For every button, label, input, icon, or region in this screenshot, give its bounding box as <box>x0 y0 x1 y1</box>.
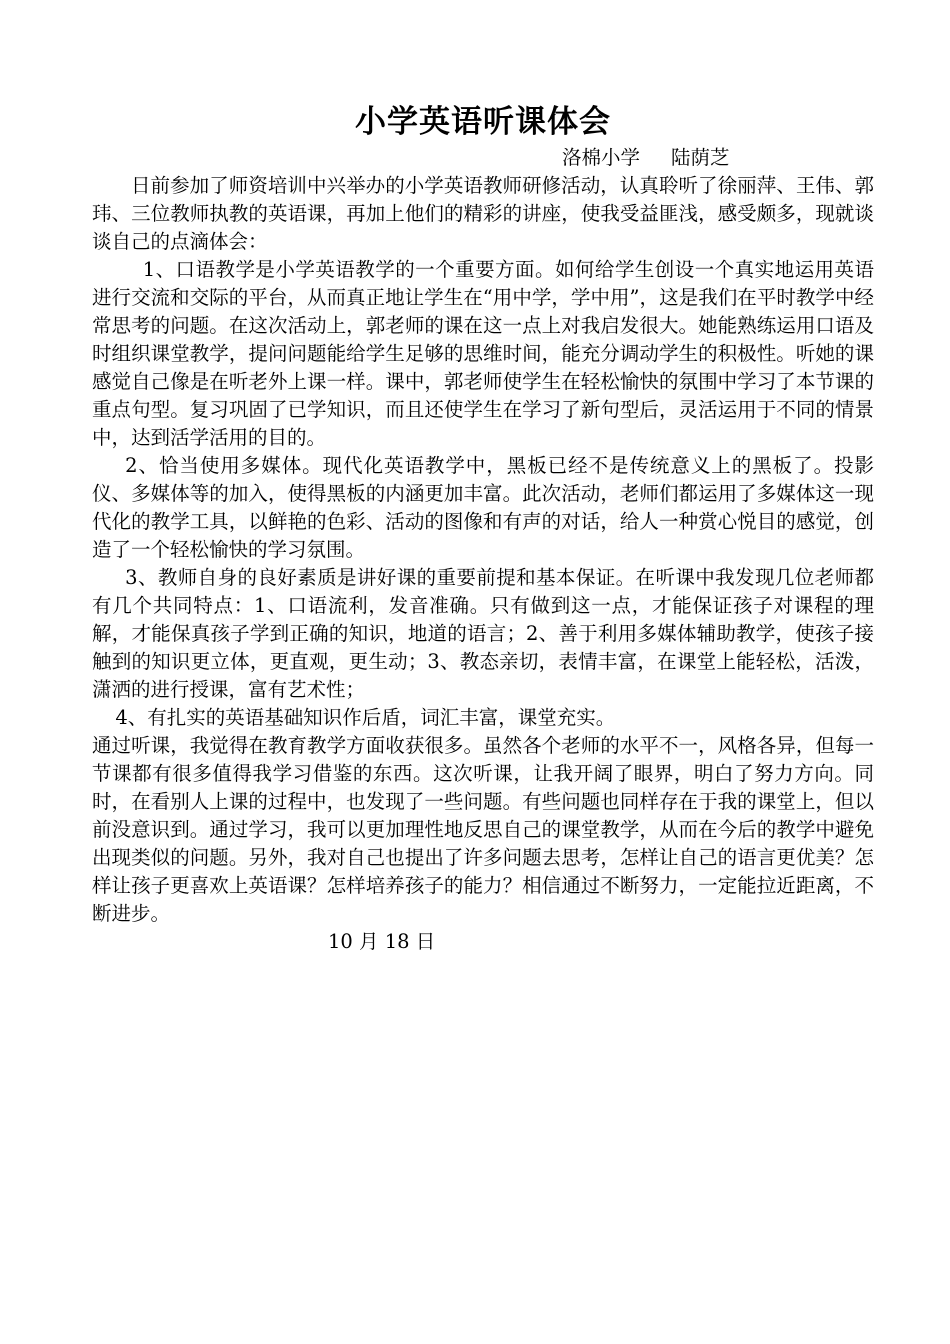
paragraph-point-3: 3、教师自身的良好素质是讲好课的重要前提和基本保证。在听课中我发现几位老师都有几个共同特点：1、口语流利，发音准确。只有做到这一点，才能保证孩子对课程的理解，才能保真孩子学到正确的知识，地道的语言；2、善于利用多媒体辅助教学，使孩子接触到的知识更立体，更直观，更生动；3、教态亲切，表情丰富，在课堂上能轻松，活泼，潇洒的进行授课，富有艺术性； <box>92 566 874 701</box>
paragraph-intro: 日前参加了师资培训中兴举办的小学英语教师研修活动，认真聆听了徐丽萍、王伟、郭玮、三位教师执教的英语课，再加上他们的精彩的讲座，使我受益匪浅，感受颇多，现就谈谈自己的点滴体会： <box>92 174 874 253</box>
paragraph-point-4: 4、有扎实的英语基础知识作后盾，词汇丰富，课堂充实。 <box>115 706 616 729</box>
paragraph-point-1: 1、口语教学是小学英语教学的一个重要方面。如何给学生创设一个真实地运用英语进行交流和交际的平台，从而真正地让学生在“用中学，学中用”，这是我们在平时教学中经常思考的问题。在这次活动上，郭老师的课在这一点上对我启发很大。她能熟练运用口语及时组织课堂教学，提问问题能给学生足够的思维时间，能充分调动学生的积极性。听她的课感觉自己像是在听老外上课一样。课中，郭老师使学生在轻松愉快的氛围中学习了本节课的重点句型。复习巩固了已学知识，而且还使学生在学习了新句型后，灵活运用于不同的情景中，达到活学活用的目的。 <box>92 258 874 449</box>
document-page <box>92 100 874 956</box>
document-date: 10 月 18 日 <box>328 930 436 953</box>
document-title: 小学英语听课体会 <box>355 104 611 140</box>
paragraph-point-2: 2、恰当使用多媒体。现代化英语教学中，黑板已经不是传统意义上的黑板了。投影仪、多媒体等的加入，使得黑板的内涵更加丰富。此次活动，老师们都运用了多媒体这一现代化的教学工具，以鲜艳的色彩、活动的图像和有声的对话，给人一种赏心悦目的感觉，创造了一个轻松愉快的学习氛围。 <box>92 454 874 561</box>
author-line: 洛棉小学 陆荫芝 <box>562 146 730 169</box>
paragraph-conclusion: 通过听课，我觉得在教育教学方面收获很多。虽然各个老师的水平不一，风格各异，但每一节课都有很多值得我学习借鉴的东西。这次听课，让我开阔了眼界，明白了努力方向。同时，在看别人上课的过程中，也发现了一些问题。有些问题也同样存在于我的课堂上，但以前没意识到。通过学习，我可以更加理性地反思自己的课堂教学，从而在今后的教学中避免出现类似的问题。另外，我对自己也提出了许多问题去思考，怎样让自己的语言更优美？怎样让孩子更喜欢上英语课？怎样培养孩子的能力？相信通过不断努力，一定能拉近距离，不断进步。 <box>92 734 874 925</box>
